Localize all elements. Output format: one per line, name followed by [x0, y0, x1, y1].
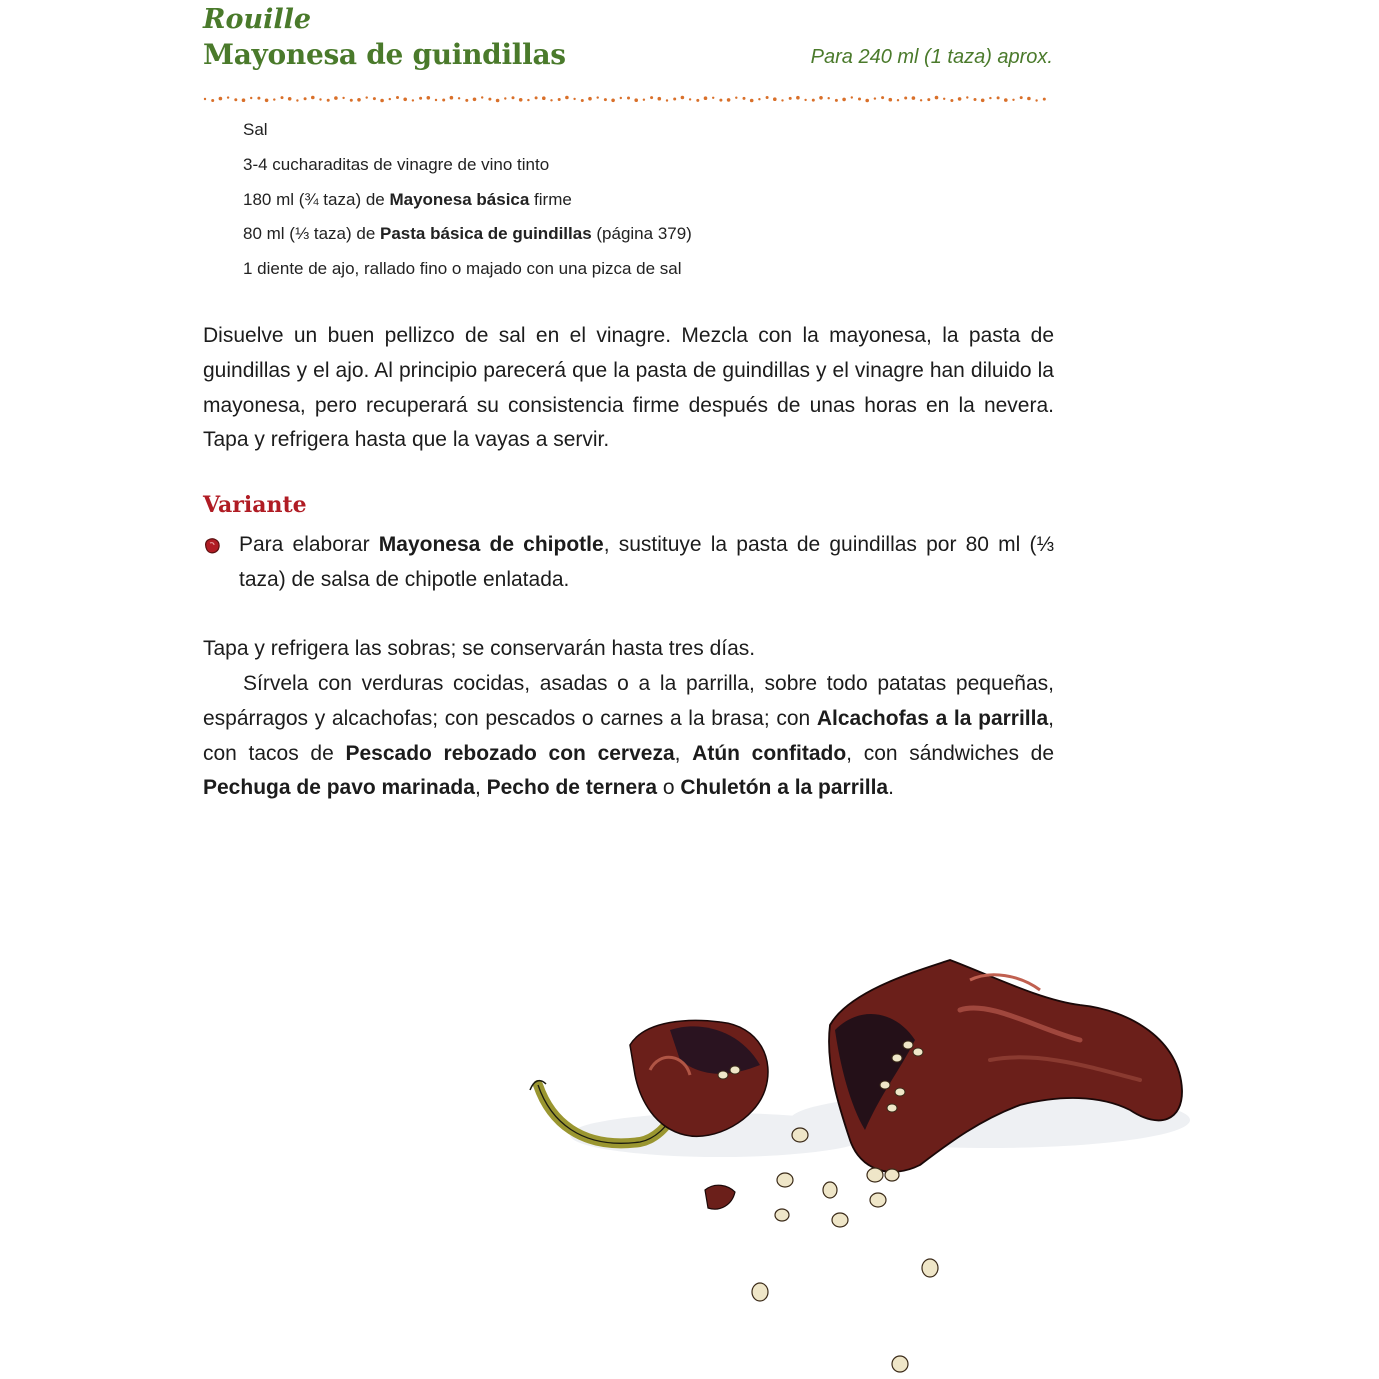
divider-dot [535, 96, 538, 99]
divider-dot [643, 99, 645, 101]
divider-dot [458, 97, 460, 99]
divider-dot [989, 97, 991, 99]
recipe-title-italic: Rouille [203, 4, 312, 35]
divider-dot [327, 99, 330, 102]
divider-dot [735, 97, 737, 99]
divider-dot [743, 97, 746, 100]
divider-dot [234, 98, 237, 101]
divider-dot [627, 97, 630, 100]
divider-dot [927, 98, 930, 101]
chile-bullet-icon [205, 537, 221, 555]
divider-dot [419, 97, 422, 100]
divider-dot [865, 99, 869, 103]
divider-dot [273, 98, 275, 100]
divider-dot [704, 96, 708, 100]
divider-dot [496, 99, 500, 103]
divider-dot [712, 97, 714, 99]
divider-dot [504, 97, 506, 99]
divider-dot [265, 99, 269, 103]
divider-dot [804, 99, 806, 101]
divider-dot [311, 96, 315, 100]
divider-dot [380, 99, 384, 103]
divider-dot [304, 97, 307, 100]
recipe-title: Mayonesa de guindillas [203, 38, 566, 71]
divider-dot [819, 96, 823, 100]
divider-dot [357, 98, 361, 102]
divider-dot [427, 96, 431, 100]
divider-dot [319, 98, 321, 100]
divider-dot [597, 96, 599, 98]
divider-dot [696, 99, 699, 102]
divider-dot [389, 98, 391, 100]
ingredient-item: 3-4 cucharaditas de vinagre de vino tinto [243, 154, 550, 174]
storage-note: Tapa y refrigera las sobras; se conservarán hasta tres días. [203, 637, 756, 660]
divider-dot [750, 99, 754, 103]
divider-dot [581, 99, 584, 102]
divider-dot [473, 98, 477, 102]
divider-dot [442, 99, 445, 102]
divider-dot [773, 97, 777, 101]
divider-dot [666, 99, 668, 101]
divider-dot [481, 96, 483, 98]
divider-dot [611, 99, 615, 103]
divider-dot [950, 99, 953, 102]
divider-dot [550, 99, 552, 101]
divider-dot [450, 96, 454, 100]
divider-dot [904, 97, 907, 100]
divider-dot [781, 99, 783, 101]
divider-dot [789, 97, 792, 100]
divider-dot [288, 97, 292, 101]
divider-dot [366, 96, 368, 98]
divider-dot [334, 96, 338, 100]
divider-dot [296, 99, 298, 101]
divider-dot [758, 98, 760, 100]
divider-dot [920, 99, 922, 101]
divider-dot [673, 98, 676, 101]
method-paragraph: Disuelve un buen pellizco de sal en el vinagre. Mezcla con la mayonesa, la pasta de guindillas y el ajo. Al principio parecerá que la pasta de guindillas y el vinagre han diluido la mayonesa, pero recuperará su consistencia firme después de unas horas en la nevera. Tapa y refrigera hasta que la vayas a servir. [203, 324, 1054, 452]
ingredient-list [243, 116, 692, 290]
ingredient-item: 1 diente de ajo, rallado fino o majado con una pizca de sal [243, 259, 682, 279]
divider-dot [634, 98, 638, 102]
divider-dot [812, 99, 815, 102]
divider-dot [943, 98, 945, 100]
divider-dot [881, 96, 884, 99]
divider-dot [796, 96, 800, 100]
divider-dot [211, 99, 214, 102]
divider-dot [242, 98, 246, 102]
divider-dot [257, 97, 260, 100]
divider-dot [1043, 98, 1046, 101]
divider-dot [435, 99, 437, 101]
divider-dot [465, 99, 468, 102]
divider-dot [219, 97, 223, 101]
divider-dot [227, 96, 229, 98]
divider-dot [727, 98, 731, 102]
divider-dot [997, 96, 1000, 99]
divider-dot [958, 97, 962, 101]
divider-dot [974, 98, 977, 101]
divider-dot [828, 97, 830, 99]
ingredient-item: Sal [243, 120, 268, 139]
serving-suggestions: Sírvela con verduras cocidas, asadas o a la parrilla, sobre todo patatas pequeñas, espárragos y alcachofas; con pescados o carnes a la brasa; con Alcachofas a la parrilla, con tacos de Pescado rebozado con cerveza, Atún confitado, con sándwiches de Pechuga de pavo marinada, Pecho de ternera o Chuletón a la parrilla. [203, 672, 1054, 800]
variant-text: Para elaborar Mayonesa de chipotle, sustituye la pasta de guindillas por 80 ml (⅓ taza) de salsa de chipotle enlatada. [239, 533, 1054, 591]
divider-dot [604, 98, 607, 101]
divider-dot [558, 98, 561, 101]
divider-dot [689, 98, 691, 100]
divider-dot [620, 97, 622, 99]
divider-dot [935, 96, 939, 100]
divider-dot [412, 99, 414, 101]
divider-dot [874, 97, 876, 99]
divider-dot [658, 97, 662, 101]
divider-dot [403, 98, 407, 102]
divider-dot [835, 99, 838, 102]
recipe-yield: Para 240 ml (1 taza) aprox. [810, 46, 1053, 68]
divider-dot [512, 96, 515, 99]
dried-chile-illustration [520, 880, 1220, 1375]
divider-dot [650, 96, 653, 99]
ingredient-item: 80 ml (⅓ taza) de Pasta básica de guindillas (página 379) [243, 224, 692, 244]
ingredient-item: 180 ml (¾ taza) de Mayonesa básica firme [243, 189, 572, 209]
divider-dot [342, 97, 344, 99]
divider-dot [588, 97, 592, 101]
divider-dot [912, 96, 916, 100]
divider-dot [889, 98, 893, 102]
divider-dot [858, 98, 861, 101]
divider-dot [1004, 98, 1008, 102]
divider-dot [281, 96, 284, 99]
divider-dot [527, 99, 529, 101]
divider-dot [842, 98, 846, 102]
dotted-divider [203, 92, 1053, 106]
divider-dot [897, 99, 899, 101]
divider-dot [519, 98, 523, 102]
divider-dot [1020, 96, 1023, 99]
divider-dot [681, 96, 685, 100]
divider-dot [204, 98, 206, 100]
divider-dot [250, 97, 252, 99]
divider-dot [766, 96, 769, 99]
divider-dot [350, 99, 353, 102]
divider-dot [851, 96, 853, 98]
divider-dot [1027, 97, 1031, 101]
divider-dot [396, 96, 399, 99]
divider-dot [966, 96, 968, 98]
divider-dot [1012, 99, 1014, 101]
divider-dot [373, 97, 376, 100]
divider-dot [1035, 99, 1037, 101]
divider-dot [573, 98, 575, 100]
divider-dot [565, 96, 569, 100]
divider-dot [981, 99, 985, 103]
divider-dot [488, 98, 491, 101]
divider-dot [542, 96, 546, 100]
variant-heading: Variante [203, 492, 307, 518]
divider-dot [719, 99, 722, 102]
